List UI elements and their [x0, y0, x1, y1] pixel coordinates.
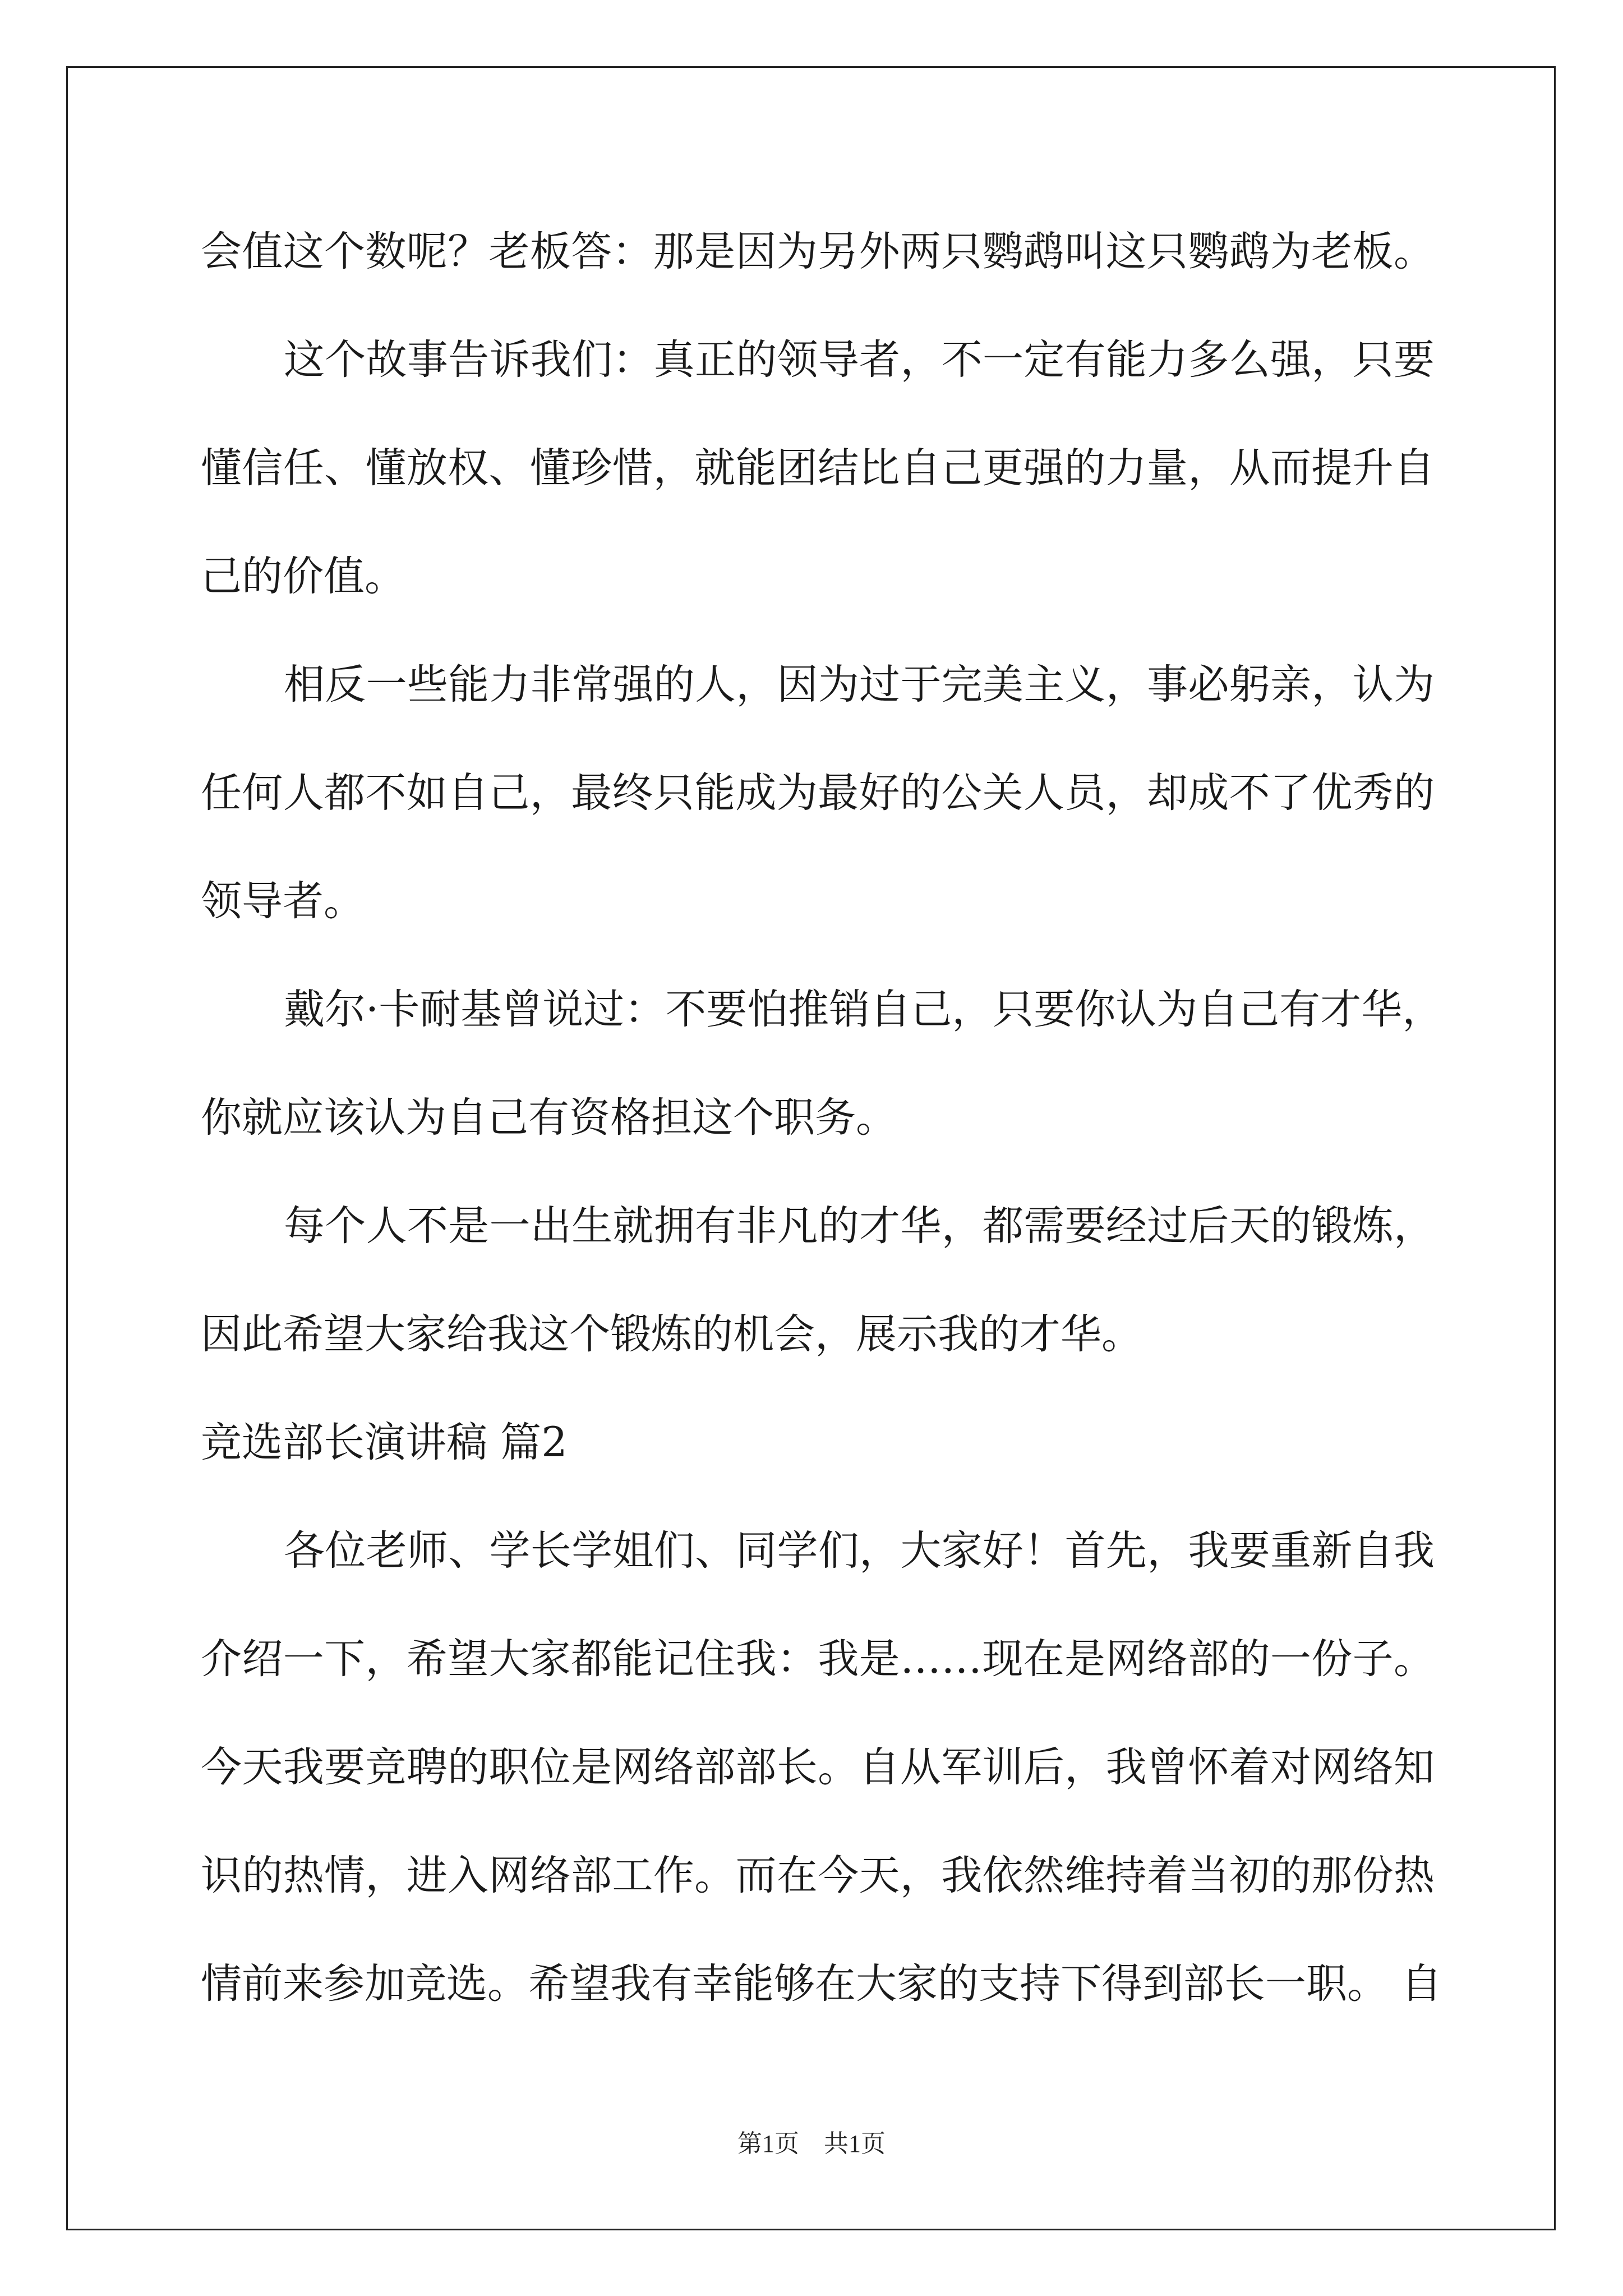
- paragraph-line: 各位老师、学长学姐们、同学们，大家好！首先，我要重新自我: [284, 1527, 1435, 1575]
- paragraph-line: 介绍一下，希望大家都能记住我：我是……现在是网络部的一份子。: [201, 1635, 1435, 1683]
- paragraph-line: 相反一些能力非常强的人，因为过于完美主义，事必躬亲，认为: [284, 661, 1435, 708]
- section-title: 竞选部长演讲稿 篇2: [201, 1419, 568, 1466]
- paragraph-line: 这个故事告诉我们：真正的领导者，不一定有能力多么强，只要: [284, 336, 1435, 384]
- paragraph-line: 识的热情，进入网络部工作。而在今天，我依然维持着当初的那份热: [201, 1852, 1435, 1899]
- paragraph-line: 情前来参加竞选。希望我有幸能够在大家的支持下得到部长一职。 自: [201, 1960, 1442, 2008]
- paragraph-line: 会值这个数呢？老板答：那是因为另外两只鹦鹉叫这只鹦鹉为老板。: [201, 228, 1435, 275]
- paragraph-line: 今天我要竞聘的职位是网络部部长。自从军训后，我曾怀着对网络知: [201, 1743, 1435, 1791]
- paragraph-line: 因此希望大家给我这个锻炼的机会，展示我的才华。: [201, 1310, 1142, 1358]
- paragraph-line: 懂信任、懂放权、懂珍惜，就能团结比自己更强的力量，从而提升自: [201, 444, 1435, 492]
- paragraph-line: 戴尔·卡耐基曾说过：不要怕推销自己，只要你认为自己有才华，: [284, 986, 1444, 1033]
- paragraph-line: 你就应该认为自己有资格担这个职务。: [201, 1094, 897, 1142]
- paragraph-line: 每个人不是一出生就拥有非凡的才华，都需要经过后天的锻炼，: [284, 1202, 1435, 1250]
- page-border: [66, 66, 1556, 2230]
- paragraph-line: 己的价值。: [201, 553, 405, 600]
- page-footer: 第1页 共1页: [737, 2130, 886, 2157]
- paragraph-line: 领导者。: [201, 877, 365, 925]
- paragraph-line: 任何人都不如自己，最终只能成为最好的公关人员，却成不了优秀的: [201, 769, 1435, 817]
